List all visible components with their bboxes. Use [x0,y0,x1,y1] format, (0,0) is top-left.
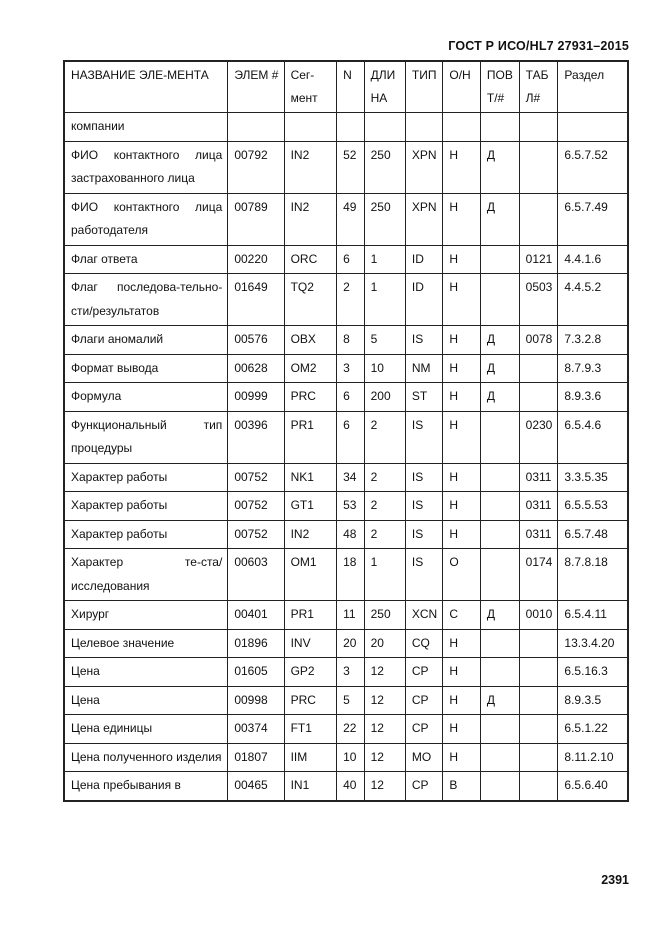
type-cell: CP [405,715,443,744]
type-cell: CP [405,686,443,715]
element-name-cell: Целевое значение [64,629,228,658]
type-cell: IS [405,492,443,521]
page-number: 2391 [601,873,629,887]
type-cell: CP [405,658,443,687]
length-cell: 2 [364,463,405,492]
table-row [64,113,628,142]
table-number-cell: 0078 [519,326,558,355]
element-number-cell: 00628 [228,354,284,383]
n-cell: 34 [337,463,365,492]
optionality-cell: В [443,772,481,801]
element-name-cell: Цена пребывания в [64,772,228,801]
table-number-cell [519,354,558,383]
table-row [64,772,628,801]
table-row [64,326,628,355]
n-cell: 20 [337,629,365,658]
length-cell: 1 [364,274,405,326]
table-row [64,658,628,687]
optionality-cell: О [443,549,481,601]
section-cell: 6.5.7.48 [558,520,628,549]
section-cell: 8.11.2.10 [558,743,628,772]
repeat-cell [480,715,519,744]
repeat-cell: Д [480,383,519,412]
n-cell: 10 [337,743,365,772]
element-number-cell: 00576 [228,326,284,355]
repeat-cell [480,772,519,801]
section-cell: 8.9.3.6 [558,383,628,412]
element-number-cell: 01896 [228,629,284,658]
table-number-cell: 0503 [519,274,558,326]
element-number-cell: 00465 [228,772,284,801]
section-cell: 8.7.8.18 [558,549,628,601]
optionality-cell: Н [443,193,481,245]
length-cell: 250 [364,193,405,245]
optionality-cell: Н [443,326,481,355]
element-name-cell: Цена [64,686,228,715]
section-cell: 8.7.9.3 [558,354,628,383]
elements-table [63,60,629,802]
table-row [64,463,628,492]
length-cell: 200 [364,383,405,412]
table-number-cell: 0311 [519,492,558,521]
optionality-cell [443,113,481,142]
n-cell: 11 [337,601,365,630]
table-number-cell: 0230 [519,411,558,463]
element-name-cell: Характер работы [64,492,228,521]
element-name-cell: компании [64,113,228,142]
table-row [64,549,628,601]
repeat-cell [480,245,519,274]
table-number-cell: 0311 [519,463,558,492]
optionality-cell: Н [443,274,481,326]
section-cell: 4.4.1.6 [558,245,628,274]
segment-cell: PR1 [284,601,337,630]
optionality-cell: Н [443,411,481,463]
length-cell: 5 [364,326,405,355]
optionality-cell: Н [443,354,481,383]
col-header-segment: Сег-мент [284,61,337,113]
repeat-cell: Д [480,686,519,715]
repeat-cell: Д [480,141,519,193]
table-header-row [64,61,628,113]
n-cell: 6 [337,245,365,274]
segment-cell: OM2 [284,354,337,383]
repeat-cell [480,629,519,658]
repeat-cell [480,492,519,521]
n-cell: 53 [337,492,365,521]
element-number-cell: 00789 [228,193,284,245]
element-name-cell: Характер работы [64,520,228,549]
table-row [64,743,628,772]
length-cell: 250 [364,601,405,630]
optionality-cell: Н [443,686,481,715]
element-number-cell: 00401 [228,601,284,630]
element-name-cell: Цена полученного изделия [64,743,228,772]
section-cell: 6.5.4.11 [558,601,628,630]
segment-cell: IN2 [284,520,337,549]
col-header-type: ТИП [405,61,443,113]
table-row [64,492,628,521]
repeat-cell [480,113,519,142]
table-row [64,715,628,744]
table-number-cell: 0121 [519,245,558,274]
table-number-cell [519,772,558,801]
col-header-repeat: ПОВ Т/# [480,61,519,113]
col-header-length: ДЛИНА [364,61,405,113]
element-number-cell: 00752 [228,492,284,521]
section-cell: 3.3.5.35 [558,463,628,492]
type-cell: MO [405,743,443,772]
element-name-cell: Флаги аномалий [64,326,228,355]
table-number-cell [519,658,558,687]
segment-cell: NK1 [284,463,337,492]
repeat-cell [480,463,519,492]
length-cell: 2 [364,492,405,521]
section-cell: 7.3.2.8 [558,326,628,355]
segment-cell: ORC [284,245,337,274]
section-cell: 6.5.7.49 [558,193,628,245]
repeat-cell [480,549,519,601]
element-number-cell: 00603 [228,549,284,601]
length-cell: 10 [364,354,405,383]
element-name-cell: Цена [64,658,228,687]
section-cell: 6.5.1.22 [558,715,628,744]
type-cell: IS [405,326,443,355]
type-cell: NM [405,354,443,383]
segment-cell: PR1 [284,411,337,463]
element-number-cell: 00792 [228,141,284,193]
element-number-cell: 00396 [228,411,284,463]
type-cell: ID [405,245,443,274]
table-number-cell [519,193,558,245]
segment-cell: IN1 [284,772,337,801]
length-cell: 12 [364,743,405,772]
n-cell: 52 [337,141,365,193]
table-number-cell [519,743,558,772]
length-cell: 1 [364,245,405,274]
optionality-cell: Н [443,141,481,193]
type-cell [405,113,443,142]
segment-cell: OBX [284,326,337,355]
type-cell: ST [405,383,443,412]
table-number-cell: 0311 [519,520,558,549]
length-cell: 250 [364,141,405,193]
element-number-cell [228,113,284,142]
repeat-cell: Д [480,354,519,383]
table-number-cell: 0010 [519,601,558,630]
segment-cell: IIM [284,743,337,772]
table-row [64,354,628,383]
col-header-n: N [337,61,365,113]
table-row [64,520,628,549]
optionality-cell: Н [443,463,481,492]
n-cell: 49 [337,193,365,245]
optionality-cell: Н [443,520,481,549]
element-number-cell: 00998 [228,686,284,715]
table-number-cell [519,113,558,142]
table-row [64,686,628,715]
type-cell: XPN [405,141,443,193]
type-cell: CQ [405,629,443,658]
optionality-cell: Н [443,245,481,274]
table-number-cell [519,686,558,715]
element-name-cell: Функциональный тип процедуры [64,411,228,463]
element-number-cell: 00220 [228,245,284,274]
type-cell: IS [405,463,443,492]
element-number-cell: 01807 [228,743,284,772]
n-cell: 2 [337,274,365,326]
n-cell: 3 [337,658,365,687]
col-header-table: ТАБЛ# [519,61,558,113]
length-cell: 12 [364,686,405,715]
length-cell: 20 [364,629,405,658]
n-cell: 40 [337,772,365,801]
segment-cell: IN2 [284,141,337,193]
segment-cell: IN2 [284,193,337,245]
optionality-cell: С [443,601,481,630]
table-number-cell [519,383,558,412]
table-row [64,245,628,274]
element-name-cell: Характер те-ста/исследования [64,549,228,601]
optionality-cell: Н [443,658,481,687]
table-row [64,411,628,463]
n-cell: 6 [337,411,365,463]
element-name-cell: Формат вывода [64,354,228,383]
table-row [64,383,628,412]
optionality-cell: Н [443,383,481,412]
table-number-cell: 0174 [519,549,558,601]
segment-cell: OM1 [284,549,337,601]
section-cell: 6.5.16.3 [558,658,628,687]
element-name-cell: Флаг ответа [64,245,228,274]
section-cell [558,113,628,142]
section-cell: 6.5.7.52 [558,141,628,193]
type-cell: ID [405,274,443,326]
element-name-cell: Хирург [64,601,228,630]
section-cell: 6.5.6.40 [558,772,628,801]
section-cell: 13.3.4.20 [558,629,628,658]
n-cell: 3 [337,354,365,383]
length-cell [364,113,405,142]
col-header-name: НАЗВАНИЕ ЭЛЕ-МЕНТА [64,61,228,113]
element-number-cell: 00752 [228,520,284,549]
segment-cell: GP2 [284,658,337,687]
length-cell: 12 [364,715,405,744]
element-name-cell: ФИО контактного лица работодателя [64,193,228,245]
type-cell: XPN [405,193,443,245]
section-cell: 6.5.5.53 [558,492,628,521]
table-row [64,141,628,193]
optionality-cell: Н [443,629,481,658]
n-cell: 6 [337,383,365,412]
segment-cell: PRC [284,383,337,412]
element-name-cell: Характер работы [64,463,228,492]
col-header-section: Раздел [558,61,628,113]
length-cell: 12 [364,658,405,687]
table-body [64,113,628,801]
table-row [64,601,628,630]
repeat-cell [480,411,519,463]
optionality-cell: Н [443,743,481,772]
table-row [64,274,628,326]
element-name-cell: Цена единицы [64,715,228,744]
optionality-cell: Н [443,715,481,744]
element-name-cell: ФИО контактного лица застрахованного лица [64,141,228,193]
segment-cell: PRC [284,686,337,715]
table-row [64,629,628,658]
repeat-cell [480,274,519,326]
type-cell: IS [405,520,443,549]
element-number-cell: 00752 [228,463,284,492]
n-cell: 48 [337,520,365,549]
section-cell: 8.9.3.5 [558,686,628,715]
element-name-cell: Формула [64,383,228,412]
col-header-oh: О/Н [443,61,481,113]
element-number-cell: 01605 [228,658,284,687]
segment-cell: GT1 [284,492,337,521]
segment-cell: INV [284,629,337,658]
element-number-cell: 00374 [228,715,284,744]
repeat-cell [480,520,519,549]
n-cell: 8 [337,326,365,355]
table-row [64,193,628,245]
length-cell: 2 [364,520,405,549]
element-number-cell: 00999 [228,383,284,412]
optionality-cell: Н [443,492,481,521]
repeat-cell: Д [480,601,519,630]
segment-cell: FT1 [284,715,337,744]
type-cell: IS [405,411,443,463]
type-cell: XCN [405,601,443,630]
n-cell: 5 [337,686,365,715]
repeat-cell [480,743,519,772]
type-cell: IS [405,549,443,601]
element-number-cell: 01649 [228,274,284,326]
element-name-cell: Флаг последова-тельно-сти/результатов [64,274,228,326]
n-cell [337,113,365,142]
table-number-cell [519,715,558,744]
repeat-cell [480,658,519,687]
n-cell: 22 [337,715,365,744]
length-cell: 12 [364,772,405,801]
col-header-elem: ЭЛЕМ # [228,61,284,113]
section-cell: 4.4.5.2 [558,274,628,326]
segment-cell [284,113,337,142]
section-cell: 6.5.4.6 [558,411,628,463]
n-cell: 18 [337,549,365,601]
document-header: ГОСТ Р ИСО/HL7 27931–2015 [448,39,629,53]
segment-cell: TQ2 [284,274,337,326]
table-number-cell [519,141,558,193]
length-cell: 1 [364,549,405,601]
repeat-cell: Д [480,326,519,355]
repeat-cell: Д [480,193,519,245]
length-cell: 2 [364,411,405,463]
type-cell: CP [405,772,443,801]
table-number-cell [519,629,558,658]
